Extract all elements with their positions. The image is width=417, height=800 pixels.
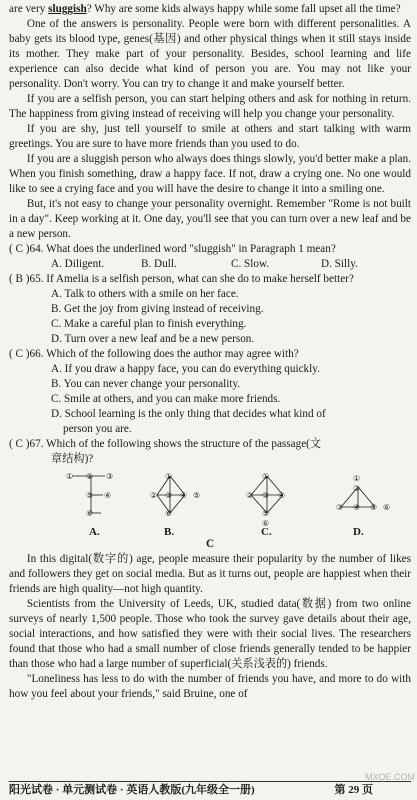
diagram-node: ⑥ <box>165 509 173 518</box>
question-66: ( C )66. Which of the following does the author may agree with? <box>9 348 299 360</box>
diagram-node: ④ <box>104 491 112 500</box>
diagram-node: ② <box>353 484 361 493</box>
diagram-node: ④ <box>278 491 286 500</box>
diagram-node: ⑥ <box>86 509 94 518</box>
paragraph-3: If you are a selfish person, you can start helping others and ask for nothing in return. The happiness from giving instead of receiving will help you change your personality. <box>9 93 411 120</box>
diagram-node: ③ <box>106 472 114 481</box>
paragraph-c3: "Loneliness has less to do with the number of friends you have, and more to do with how you feel about your friends," said Bruine, one of <box>9 673 411 700</box>
paragraph-5: If you are a sluggish person who always does things slowly, you'd better make a plan. When you finish something, draw a happy face. If not, draw a crying one. No one would like to see a crying face and you will have the desire to change it into a smiling one. <box>9 153 411 195</box>
option: D. Silly. <box>321 258 358 270</box>
paragraph-c2: Scientists from the University of Leeds, UK, studied data(数据) from two online surveys of nearly 1,500 people. Those who took the survey gave details about their age, social interactions, and how satisfied they were with their social lives. The researchers found that those who had a small number of close friends generally tended to be happier than those who had a large number of superficial(关系浅表的) friends. <box>9 598 411 670</box>
option: D. Turn over a new leaf and be a new person. <box>51 333 255 345</box>
option: A. If you draw a happy face, you can do everything quickly. <box>51 363 320 375</box>
paragraph-1: are very sluggish? Why are some kids always happy while some fall upset all the time? <box>9 3 401 15</box>
question-64-options <box>9 257 411 272</box>
option: A. Talk to others with a smile on her face. <box>51 288 239 300</box>
option: C. Make a careful plan to finish everything. <box>51 318 247 330</box>
option-continuation: person you are. <box>63 423 132 435</box>
paragraph-2: One of the answers is personality. People were born with different personalities. A baby gets its blood type, genes(基因) and other physical things when it still stays inside its mother. They make part of your personality. Besides, school learning and life experience can also decide what kind of person you are. You may not like your personality. Don't worry. You can try to change it and make yourself better. <box>9 18 411 90</box>
diagram-label-b: B. <box>164 526 175 537</box>
diagram-node: ⑤ <box>193 491 201 500</box>
document-page <box>9 2 411 702</box>
question-65: ( B )65. If Amelia is a selfish person, what can she do to make herself better? <box>9 273 354 285</box>
diagram-label-a: A. <box>89 526 100 537</box>
paragraph-4: If you are shy, just tell yourself to smile at others and start talking with warm greetings. You are sure to have more friends than you used to do. <box>9 123 411 150</box>
page-number: 第 29 页 <box>334 784 373 796</box>
option: D. School learning is the only thing that decides what kind of <box>51 408 326 420</box>
diagram-label-d: D. <box>353 526 364 537</box>
question-67: ( C )67. Which of the following shows the structure of the passage(文 <box>9 438 322 450</box>
option: B. Dull. <box>141 258 177 270</box>
diagram-node: ④ <box>180 491 188 500</box>
diagram-label-c: C. <box>261 526 272 537</box>
diagram-node: ① <box>353 474 361 483</box>
diagram-node: ① <box>165 472 173 481</box>
diagram-node: ③ <box>262 491 270 500</box>
diagram-node: ① <box>262 472 270 481</box>
diagram-node: ② <box>86 472 94 481</box>
structure-diagrams-svg <box>9 469 411 537</box>
diagram-node: ⑤ <box>86 491 94 500</box>
diagram-node: ⑤ <box>370 503 378 512</box>
paragraph-c1: In this digital(数字的) age, people measure their popularity by the number of likes and followers they get on social media. But as it turns out, people are happiest when their friends are high quality—not high quantity. <box>9 553 411 595</box>
footer-title: 阳光试卷 · 单元测试卷 · 英语人教版(九年级全一册) <box>9 784 255 796</box>
option: A. Diligent. <box>51 258 105 270</box>
diagram-node: ② <box>246 491 254 500</box>
page-footer <box>9 781 411 798</box>
question-64: ( C )64. What does the underlined word "sluggish" in Paragraph 1 mean? <box>9 243 336 255</box>
underlined-word-sluggish: sluggish <box>48 3 87 15</box>
watermark: MXQE.COM <box>364 772 415 782</box>
diagram-node: ② <box>150 491 158 500</box>
diagram-node: ⑥ <box>383 503 391 512</box>
question-67-continuation: 章结构)? <box>51 453 94 465</box>
section-heading: C <box>205 538 215 550</box>
diagram-node: ① <box>66 472 74 481</box>
paragraph-6: But, it's not easy to change your personality overnight. Remember "Rome is not built in a day". Keep working at it. One day, you'll see that you can turn over a new leaf and be a new person. <box>9 198 411 240</box>
diagram-node: ⑤ <box>262 509 270 518</box>
diagram-node: ④ <box>353 503 361 512</box>
diagram-node: ③ <box>336 503 344 512</box>
diagram-node: ③ <box>165 491 173 500</box>
option: B. You can never change your personality. <box>51 378 241 390</box>
diagram-node: ⑥ <box>262 519 270 528</box>
option: B. Get the joy from giving instead of receiving. <box>51 303 264 315</box>
option: C. Smile at others, and you can make more friends. <box>51 393 281 405</box>
option: C. Slow. <box>231 258 270 270</box>
structure-diagrams <box>9 469 411 537</box>
